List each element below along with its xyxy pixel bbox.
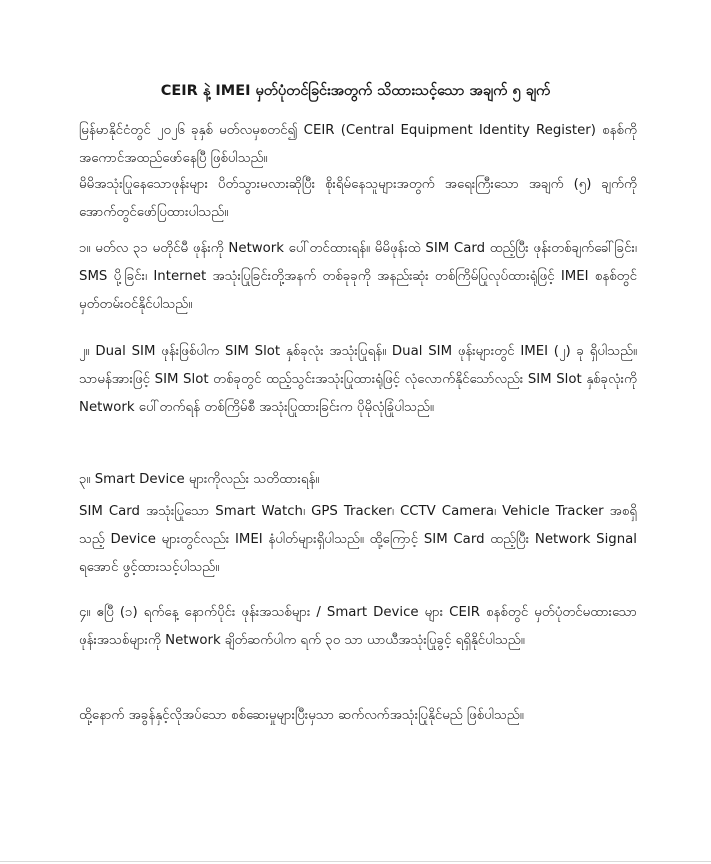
page-bottom-divider: [0, 861, 711, 862]
point-3-paragraph: SIM Card အသုံးပြုသော Smart Watch၊ GPS Tracker၊ CCTV Camera၊ Vehicle Tracker အစရှိသည့် Device များတွင်လည်း IMEI နံပါတ်များရှိပါသည်။ ထို့ကြောင့် SIM Card ထည့်ပြီး Network Signal ရအောင် ဖွင့်ထားသင့်ပါသည်။: [79, 504, 637, 575]
document-title: CEIR နဲ့ IMEI မှတ်ပုံတင်ခြင်းအတွက် သိထားသင့်သော အချက် ၅ ချက်: [160, 83, 551, 99]
point-2-paragraph: ၂။ Dual SIM ဖုန်းဖြစ်ပါက SIM Slot နှစ်ခုလုံး အသုံးပြုရန်။ Dual SIM ဖုန်းများတွင် IMEI (၂) ခု ရှိပါသည်။ သာမန်အားဖြင့် SIM Slot တစ်ခုတွင် ထည့်သွင်းအသုံးပြုထားရုံဖြင့် လုံလောက်နိုင်သော်လည်း SIM Slot နှစ်ခုလုံးကို Network ပေါ်တက်ရန် တစ်ကြိမ်စီ အသုံးပြုထားခြင်းက ပိုမိုလုံခြုံပါသည်။: [79, 344, 637, 415]
intro-paragraph-1: မြန်မာနိုင်ငံတွင် ၂၀၂၆ ခုနှစ် မတ်လမှစတင်၍ CEIR (Central Equipment Identity Register) စနစ်ကို အကောင်အထည်ဖော်နေပြီ ဖြစ်ပါသည်။: [79, 123, 637, 166]
closing-paragraph: ထို့နောက် အခွန်နှင့်လိုအပ်သော စစ်ဆေးမှုများပြီးမှသာ ဆက်လက်အသုံးပြုနိုင်မည် ဖြစ်ပါသည်။: [79, 708, 524, 723]
point-1-paragraph: ၁။ မတ်လ ၃၁ မတိုင်မီ ဖုန်းကို Network ပေါ်တင်ထားရန်။ မိမိဖုန်းထဲ SIM Card ထည့်ပြီး ဖုန်းတစ်ချက်ခေါ်ခြင်း၊ SMS ပို့ခြင်း၊ Internet အသုံးပြုခြင်းတို့အနက် တစ်ခုခုကို အနည်းဆုံး တစ်ကြိမ်ပြုလုပ်ထားရုံဖြင့် IMEI စနစ်တွင် မှတ်တမ်းဝင်နိုင်ပါသည်။: [79, 241, 637, 312]
point-4-paragraph: ၄။ ဧပြီ (၁) ရက်နေ့ နောက်ပိုင်း ဖုန်းအသစ်များ / Smart Device များ CEIR စနစ်တွင် မှတ်ပုံတင်မထားသော ဖုန်းအသစ်များကို Network ချိတ်ဆက်ပါက ရက် ၃၀ သာ ယာယီအသုံးပြုခွင့် ရရှိနိုင်ပါသည်။: [79, 605, 637, 648]
intro-paragraph-2: မိမိအသုံးပြုနေသောဖုန်းများ ပိတ်သွားမလားဆိုပြီး စိုးရိမ်နေသူများအတွက် အရေးကြီးသော အချက် (၅) ချက်ကို အောက်တွင်ဖော်ပြထားပါသည်။: [79, 177, 637, 220]
point-3-heading: ၃။ Smart Device များကိုလည်း သတိထားရန်။: [79, 472, 320, 487]
